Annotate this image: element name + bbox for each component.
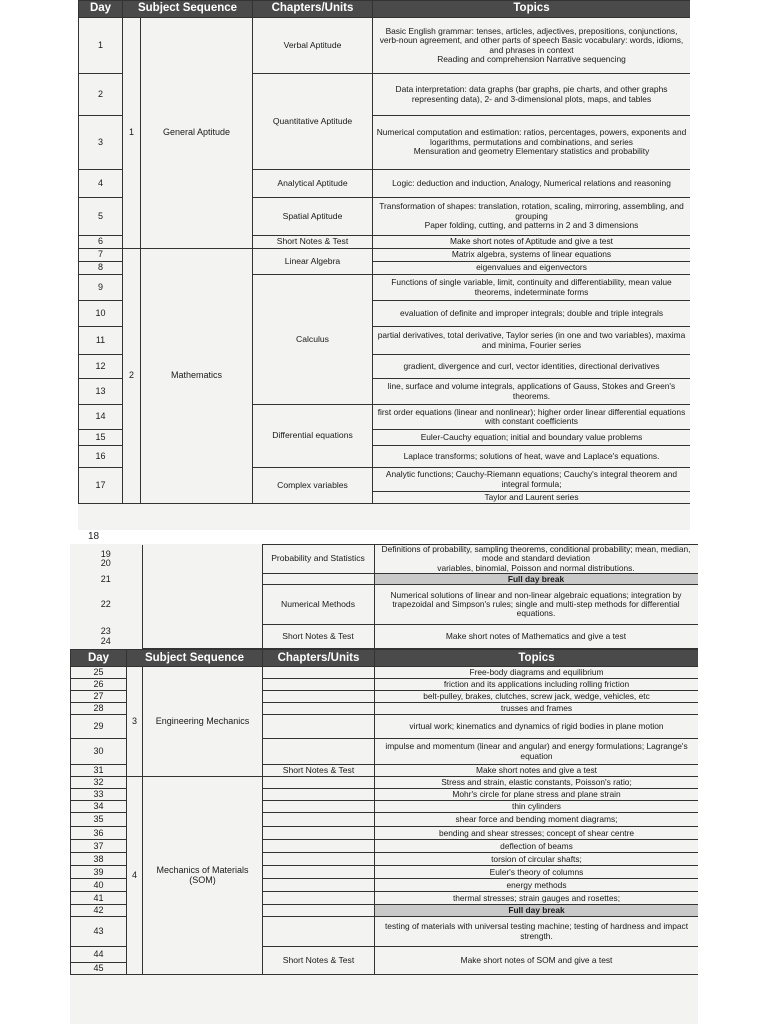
- day-cell: 16: [79, 446, 123, 468]
- schedule-sheet-1: [78, 0, 690, 530]
- topic-cell: belt-pulley, brakes, clutches, screw jack, wedge, vehicles, etc: [375, 691, 699, 703]
- topic-cell: eigenvalues and eigenvectors: [373, 262, 691, 275]
- topic-cell: partial derivatives, total derivative, Taylor series (in one and two variables), maxima and minima, Fourier series: [373, 327, 691, 355]
- day-cell: 2: [79, 74, 123, 116]
- day-number: 19: [100, 548, 111, 559]
- day-cell: 32: [71, 777, 127, 789]
- topic-cell: Free-body diagrams and equilibrium: [375, 667, 699, 679]
- subject-number: 1: [123, 18, 141, 249]
- topic-cell: evaluation of definite and improper integrals; double and triple integrals: [373, 301, 691, 327]
- chapter-cell: Short Notes & Test: [263, 765, 375, 777]
- day-cell: 45: [71, 963, 127, 975]
- topic-cell: thermal stresses; strain gauges and rosettes;: [375, 892, 699, 905]
- topic-line: Reading and comprehension Narrative sequencing: [437, 53, 626, 64]
- topic-cell: [373, 18, 691, 74]
- header-topics: Topics: [375, 650, 699, 667]
- chapter-cell: Calculus: [253, 275, 373, 405]
- table-row: [70, 574, 698, 585]
- chapter-cell: [263, 892, 375, 905]
- header-topics: Topics: [373, 1, 691, 18]
- chapter-cell: [263, 853, 375, 866]
- day-cell: 41: [71, 892, 127, 905]
- topic-cell: Data interpretation: data graphs (bar graphs, pie charts, and other graphs representing data), 2- and 3-dimensional plots, maps, and tables: [373, 74, 691, 116]
- day-cell: 40: [71, 879, 127, 892]
- chapter-cell: Quantitative Aptitude: [253, 74, 373, 170]
- schedule-table-2-top: [70, 544, 698, 649]
- topic-cell: first order equations (linear and nonlinear); higher order linear differential equations with constant coefficients: [373, 405, 691, 430]
- day-number: 20: [100, 558, 111, 569]
- chapter-cell: [263, 703, 375, 715]
- subject-name: Mechanics of Materials (SOM): [143, 777, 263, 975]
- table-row: [79, 18, 691, 74]
- day-cell: [70, 625, 142, 649]
- day-cell: 37: [71, 840, 127, 853]
- chapter-cell: [263, 789, 375, 801]
- chapter-cell: [263, 827, 375, 840]
- topic-cell: trusses and frames: [375, 703, 699, 715]
- blank-cell: [142, 625, 262, 649]
- chapter-cell: Short Notes & Test: [263, 947, 375, 975]
- subject-number: 2: [123, 249, 141, 504]
- chapter-cell: [263, 667, 375, 679]
- day-cell: 21: [100, 573, 111, 584]
- day-cell: 3: [79, 116, 123, 170]
- topic-cell: testing of materials with universal testing machine; testing of hardness and impact strength.: [375, 917, 699, 947]
- topic-cell: [373, 198, 691, 236]
- topic-cell: line, surface and volume integrals, applications of Gauss, Stokes and Green's theorems.: [373, 379, 691, 405]
- day-cell: 5: [79, 198, 123, 236]
- topic-cell: Logic: deduction and induction, Analogy, Numerical relations and reasoning: [373, 170, 691, 198]
- topic-line: Definitions of probability, sampling theorems, conditional probability; mean, median, mode and standard deviation: [381, 544, 691, 564]
- day-cell: 31: [71, 765, 127, 777]
- day-cell: 14: [79, 405, 123, 430]
- chapter-cell: Analytical Aptitude: [253, 170, 373, 198]
- day-cell: 8: [79, 262, 123, 275]
- topic-cell: shear force and bending moment diagrams;: [375, 813, 699, 827]
- subject-name: Mathematics: [141, 249, 253, 504]
- topic-cell: Euler-Cauchy equation; initial and boundary value problems: [373, 430, 691, 446]
- day-cell: 44: [71, 947, 127, 963]
- header-day: Day: [71, 650, 127, 667]
- blank-cell: [142, 585, 262, 625]
- chapter-cell: Differential equations: [253, 405, 373, 468]
- topic-cell: Mohr's circle for plane stress and plane strain: [375, 789, 699, 801]
- topic-cell: Functions of single variable, limit, continuity and differentiability, mean value theorems, indeterminate forms: [373, 275, 691, 301]
- blank-cell: [142, 545, 262, 574]
- day-cell: 39: [71, 866, 127, 879]
- topic-cell: friction and its applications including rolling friction: [375, 679, 699, 691]
- topic-cell: torsion of circular shafts;: [375, 853, 699, 866]
- chapter-cell: Numerical Methods: [262, 585, 374, 625]
- day-cell: 43: [71, 917, 127, 947]
- day-cell: 35: [71, 813, 127, 827]
- header-chapters: Chapters/Units: [253, 1, 373, 18]
- header-subject-sequence: Subject Sequence: [127, 650, 263, 667]
- chapter-cell: Short Notes & Test: [253, 236, 373, 249]
- header-chapters: Chapters/Units: [263, 650, 375, 667]
- day-cell: 36: [71, 827, 127, 840]
- table-row: [79, 249, 691, 262]
- chapter-cell: [263, 879, 375, 892]
- day-cell: 1: [79, 18, 123, 74]
- schedule-sheet-2: [70, 544, 698, 1024]
- chapter-cell: Spatial Aptitude: [253, 198, 373, 236]
- day-cell: 33: [71, 789, 127, 801]
- day-cell: 7: [79, 249, 123, 262]
- topic-line: Basic English grammar: tenses, articles, adjectives, prepositions, conjunctions, verb-noun agreement, and other parts of speech Basic vocabulary: words, idioms, and phrases in context: [379, 25, 684, 55]
- day-cell: [70, 545, 142, 574]
- chapter-cell: Probability and Statistics: [262, 545, 374, 574]
- trailing-day-label: 18: [88, 531, 100, 542]
- chapter-cell: [263, 691, 375, 703]
- topic-line: variables, binomial, Poisson and normal distributions.: [437, 562, 635, 573]
- chapter-cell: [263, 777, 375, 789]
- day-cell: 13: [79, 379, 123, 405]
- subject-name: Engineering Mechanics: [143, 667, 263, 777]
- header-day: Day: [79, 1, 123, 18]
- topic-cell: gradient, divergence and curl, vector identities, directional derivatives: [373, 355, 691, 379]
- day-cell: 6: [79, 236, 123, 249]
- topic-line: Mensuration and geometry Elementary statistics and probability: [413, 146, 650, 157]
- break-cell: Full day break: [375, 905, 699, 917]
- chapter-cell: [262, 574, 374, 585]
- day-cell: 10: [79, 301, 123, 327]
- day-cell: 22: [100, 599, 111, 610]
- topic-cell: energy methods: [375, 879, 699, 892]
- day-cell: 38: [71, 853, 127, 866]
- day-cell: 11: [79, 327, 123, 355]
- header-row: [79, 1, 691, 18]
- topic-cell: [374, 545, 698, 574]
- day-cell: 15: [79, 430, 123, 446]
- chapter-cell: [263, 840, 375, 853]
- chapter-cell: [263, 813, 375, 827]
- topic-cell: Make short notes of Mathematics and give a test: [374, 625, 698, 649]
- day-cell: 42: [71, 905, 127, 917]
- chapter-cell: [263, 917, 375, 947]
- blank-cell: [142, 574, 262, 585]
- topic-cell: Make short notes of SOM and give a test: [375, 947, 699, 975]
- header-subject-sequence: Subject Sequence: [123, 1, 253, 18]
- chapter-cell: Complex variables: [253, 468, 373, 504]
- day-cell: 34: [71, 801, 127, 813]
- table-row: [71, 777, 699, 789]
- day-cell: 9: [79, 275, 123, 301]
- day-cell: 28: [71, 703, 127, 715]
- chapter-cell: [263, 679, 375, 691]
- schedule-table-2-main: [70, 649, 698, 975]
- topic-cell: deflection of beams: [375, 840, 699, 853]
- topic-cell: Make short notes of Aptitude and give a test: [373, 236, 691, 249]
- topic-line: Paper folding, cutting, and patterns in 2 and 3 dimensions: [424, 220, 639, 231]
- topic-cell: [373, 116, 691, 170]
- schedule-table-1: [78, 0, 690, 504]
- topic-line: Transformation of shapes: translation, rotation, scaling, mirroring, assembling, and grouping: [379, 201, 684, 221]
- subject-number: 3: [127, 667, 143, 777]
- day-cell: 12: [79, 355, 123, 379]
- day-number: 23: [100, 626, 111, 637]
- topic-cell: impulse and momentum (linear and angular) and energy formulations; Lagrange's equation: [375, 739, 699, 765]
- chapter-cell: [263, 801, 375, 813]
- chapter-cell: [263, 715, 375, 739]
- subject-name: General Aptitude: [141, 18, 253, 249]
- table-row: [70, 585, 698, 625]
- header-row: [71, 650, 699, 667]
- topic-cell: Laplace transforms; solutions of heat, wave and Laplace's equations.: [373, 446, 691, 468]
- day-cell: 29: [71, 715, 127, 739]
- chapter-cell: Short Notes & Test: [262, 625, 374, 649]
- day-number: 24: [100, 635, 111, 646]
- table-row: [70, 545, 698, 574]
- topic-cell: Stress and strain, elastic constants, Poisson's ratio;: [375, 777, 699, 789]
- topic-cell: Make short notes and give a test: [375, 765, 699, 777]
- day-cell: 27: [71, 691, 127, 703]
- topic-cell: Taylor and Laurent series: [373, 492, 691, 504]
- day-cell: 17: [79, 468, 123, 504]
- topic-line: Numerical computation and estimation: ratios, percentages, powers, exponents and logarithms, permutations and combinations, and series: [376, 127, 687, 147]
- table-row: [71, 667, 699, 679]
- chapter-cell: Verbal Aptitude: [253, 18, 373, 74]
- chapter-cell: [263, 739, 375, 765]
- topic-cell: virtual work; kinematics and dynamics of rigid bodies in plane motion: [375, 715, 699, 739]
- chapter-cell: [263, 905, 375, 917]
- day-cell: 26: [71, 679, 127, 691]
- day-cell: 30: [71, 739, 127, 765]
- topic-cell: Matrix algebra, systems of linear equations: [373, 249, 691, 262]
- table-row: [70, 625, 698, 649]
- break-cell: Full day break: [374, 574, 698, 585]
- day-cell: 25: [71, 667, 127, 679]
- chapter-cell: [263, 866, 375, 879]
- topic-cell: Euler's theory of columns: [375, 866, 699, 879]
- chapter-cell: Linear Algebra: [253, 249, 373, 275]
- subject-number: 4: [127, 777, 143, 975]
- topic-cell: bending and shear stresses; concept of shear centre: [375, 827, 699, 840]
- topic-cell: Numerical solutions of linear and non-linear algebraic equations; integration by trapezoidal and Simpson's rules; single and multi-step methods for differential equations.: [374, 585, 698, 625]
- day-cell: 4: [79, 170, 123, 198]
- topic-cell: Analytic functions; Cauchy-Riemann equations; Cauchy's integral theorem and integral formula;: [373, 468, 691, 492]
- topic-cell: thin cylinders: [375, 801, 699, 813]
